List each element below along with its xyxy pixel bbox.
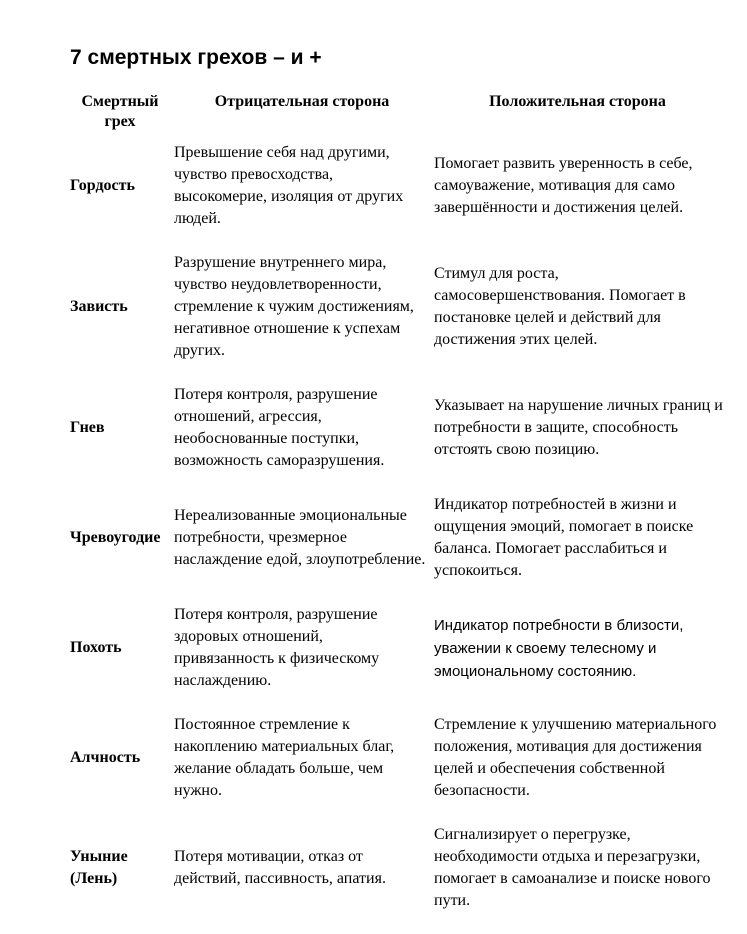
table-row — [70, 714, 725, 824]
sin-name-cell: Гордость — [70, 177, 135, 195]
positive-cell: Стремление к улучшению материального положения, мотивация для достижения целей и обеспечения собственной безопасности. — [434, 716, 717, 800]
positive-cell: Индикатор потребности в близости, уважении к своему телесному и эмоциональному состоянию. — [434, 616, 684, 680]
negative-cell: Потеря мотивации, отказ от действий, пассивность, апатия. — [174, 848, 386, 888]
sin-name-cell: Уныние (Лень) — [70, 848, 128, 888]
negative-cell: Нереализованные эмоциональные потребности, чрезмерное наслаждение едой, злоупотребление. — [174, 507, 426, 569]
header-negative: Отрицательная сторона — [214, 93, 390, 111]
positive-cell: Сигнализирует о перегрузке, необходимости отдыха и перезагрузки, помогает в самоанализе и поиске нового пути. — [434, 826, 711, 910]
page-title: 7 смертных грехов – и + — [70, 46, 322, 69]
header-positive: Положительная сторона — [489, 93, 666, 111]
table-row — [70, 142, 725, 252]
positive-cell: Указывает на нарушение личных границ и потребности в защите, способность отстоять свою позицию. — [434, 397, 723, 459]
negative-cell: Превышение себя над другими, чувство превосходства, высокомерие, изоляция от других людей. — [174, 144, 404, 228]
negative-cell: Разрушение внутреннего мира, чувство неудовлетворенности, стремление к чужим достижениям, негативное отношение к успехам других. — [174, 254, 414, 360]
positive-cell: Помогает развить уверенность в себе, самоуважение, мотивация для само завершённости и достижения целей. — [434, 155, 693, 217]
sin-name-cell: Алчность — [70, 749, 141, 767]
negative-cell: Потеря контроля, разрушение отношений, агрессия, необоснованные поступки, возможность саморазрушения. — [174, 386, 385, 470]
table-row — [70, 384, 725, 494]
table-header-row — [70, 92, 725, 142]
table-row — [70, 494, 725, 604]
negative-cell: Постоянное стремление к накоплению материальных благ, желание обладать больше, чем нужно. — [174, 716, 395, 800]
sin-name-cell: Гнев — [70, 419, 105, 437]
table-row — [70, 252, 725, 384]
table-row — [70, 604, 725, 714]
table-row — [70, 824, 725, 934]
sin-name-cell: Похоть — [70, 639, 122, 657]
sins-table — [70, 92, 725, 934]
sin-name-cell: Зависть — [70, 298, 128, 316]
sin-name-cell: Чревоугодие — [70, 529, 161, 547]
positive-cell: Индикатор потребностей в жизни и ощущения эмоций, помогает в поиске баланса. Помогает расслабиться и успокоиться. — [434, 496, 694, 580]
positive-cell: Стимул для роста, самосовершенствования. Помогает в постановке целей и действий для достижения этих целей. — [434, 265, 686, 349]
negative-cell: Потеря контроля, разрушение здоровых отношений, привязанность к физическому наслаждению. — [174, 606, 380, 690]
header-sin: Смертный грех — [81, 93, 159, 131]
